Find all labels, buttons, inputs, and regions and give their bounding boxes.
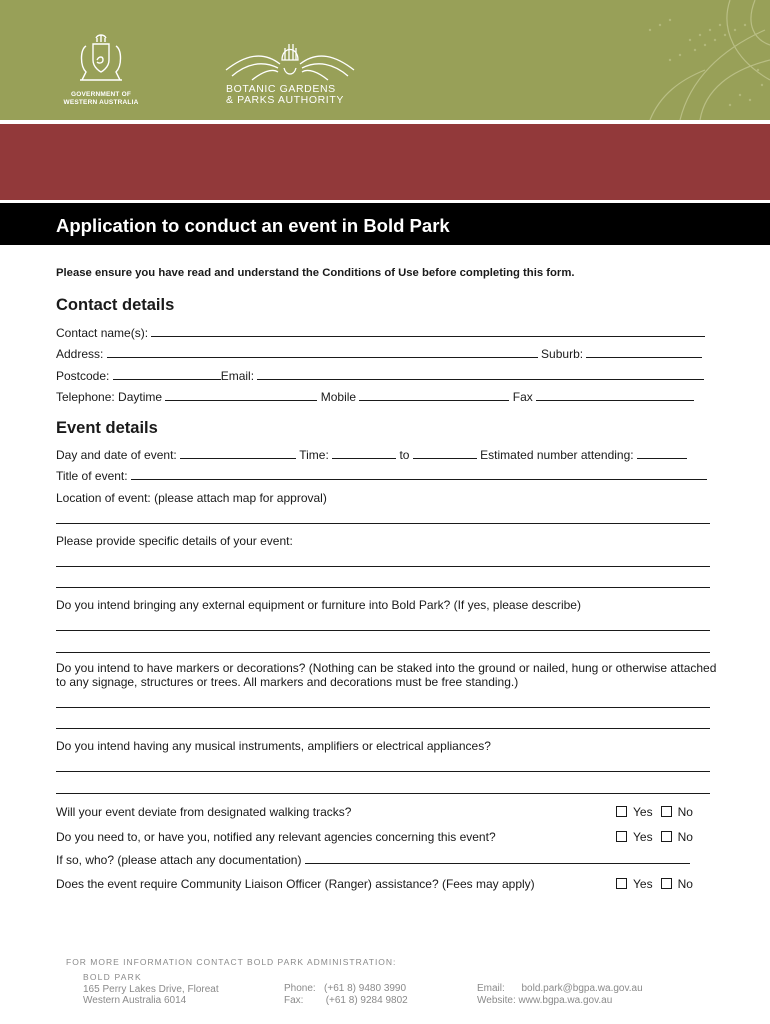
- deviate-no-checkbox[interactable]: [661, 806, 672, 817]
- ranger-yes-checkbox[interactable]: [616, 878, 627, 889]
- notified-no-checkbox[interactable]: [661, 831, 672, 842]
- coat-of-arms-icon: [66, 30, 136, 86]
- event-date-row: [56, 448, 687, 462]
- equipment-field-line-1[interactable]: [56, 630, 710, 631]
- postcode-field[interactable]: [113, 369, 221, 380]
- deviate-yes-label: Yes: [633, 805, 653, 819]
- if-so-label: If so, who? (please attach any documentation): [56, 853, 302, 867]
- event-title-label: Title of event:: [56, 469, 128, 483]
- footer-address: [83, 972, 219, 1007]
- contact-names-label: Contact name(s):: [56, 326, 149, 340]
- notified-yes-label: Yes: [633, 830, 653, 844]
- intro-text: Please ensure you have read and understand the Conditions of Use before completing this form.: [56, 267, 575, 279]
- ranger-options: [616, 877, 693, 891]
- deviate-label: Will your event deviate from designated walking tracks?: [56, 805, 352, 819]
- notified-yes-checkbox[interactable]: [616, 831, 627, 842]
- notified-label: Do you need to, or have you, notified any relevant agencies concerning this event?: [56, 830, 496, 844]
- markers-field-line-1[interactable]: [56, 707, 710, 708]
- deviate-yes-checkbox[interactable]: [616, 806, 627, 817]
- notified-no-label: No: [677, 830, 693, 844]
- footer-phone-label: Phone:: [284, 983, 316, 994]
- leaf-pattern-icon: [530, 0, 770, 120]
- notified-options: [616, 830, 693, 844]
- location-label: Location of event: (please attach map for approval): [56, 491, 327, 505]
- day-date-label: Day and date of event:: [56, 448, 177, 462]
- deviate-options: [616, 805, 693, 819]
- address-label: Address:: [56, 347, 104, 361]
- ranger-label: Does the event require Community Liaison Officer (Ranger) assistance? (Fees may apply): [56, 877, 535, 891]
- ranger-no-label: No: [677, 877, 693, 891]
- botanic-emblem-icon: [222, 38, 358, 84]
- postcode-label: Postcode:: [56, 369, 110, 383]
- government-logo: [56, 30, 146, 110]
- event-details-heading: Event details: [56, 419, 158, 437]
- address-field[interactable]: [107, 347, 538, 358]
- footer-phone: (+61 8) 9480 3990: [324, 983, 407, 994]
- header-red-band: [0, 124, 770, 200]
- telephone-row: [56, 390, 694, 404]
- footer-phone-fax: [284, 983, 408, 1006]
- bgpa-logo-line1: BOTANIC GARDENS: [226, 83, 336, 95]
- footer-website-label: Website:: [477, 994, 516, 1006]
- footer-website-link[interactable]: www.bgpa.wa.gov.au: [518, 994, 613, 1006]
- suburb-field[interactable]: [586, 347, 702, 358]
- markers-field-line-2[interactable]: [56, 728, 710, 729]
- music-label: Do you intend having any musical instruments, amplifiers or electrical appliances?: [56, 739, 491, 753]
- details-label: Please provide specific details of your event:: [56, 534, 293, 548]
- event-title-row: [56, 469, 707, 483]
- header-banner: [0, 0, 770, 120]
- equipment-field-line-2[interactable]: [56, 652, 710, 653]
- if-so-row: [56, 853, 690, 867]
- contact-names-field[interactable]: [151, 326, 705, 337]
- time-end-field[interactable]: [413, 448, 477, 459]
- postcode-email-row: [56, 369, 704, 383]
- music-field-line-1[interactable]: [56, 771, 710, 772]
- footer-email-label: Email:: [477, 983, 505, 994]
- bgpa-logo: [222, 38, 362, 110]
- fax-label: Fax: [512, 390, 533, 404]
- equipment-label: Do you intend bringing any external equipment or furniture into Bold Park? (If yes, please describe): [56, 598, 581, 612]
- markers-label: Do you intend to have markers or decorations? (Nothing can be staked into the ground or nailed, hung or otherwise attached to any signage, structures or trees. All markers and decorations must be free standing.): [56, 661, 717, 689]
- telephone-daytime-field[interactable]: [165, 390, 317, 401]
- music-field-line-2[interactable]: [56, 793, 710, 794]
- estimated-attending-field[interactable]: [637, 448, 687, 459]
- footer-email-link[interactable]: bold.park@bgpa.wa.gov.au: [521, 983, 643, 994]
- time-label: Time:: [299, 448, 329, 462]
- mobile-field[interactable]: [359, 390, 509, 401]
- footer-address-line1: 165 Perry Lakes Drive, Floreat: [83, 983, 219, 995]
- suburb-label: Suburb:: [541, 347, 584, 361]
- ranger-no-checkbox[interactable]: [661, 878, 672, 889]
- footer-fax-label: Fax:: [284, 994, 304, 1006]
- footer-org: BOLD PARK: [83, 972, 142, 982]
- time-start-field[interactable]: [332, 448, 396, 459]
- mobile-label: Mobile: [320, 390, 357, 404]
- fax-field[interactable]: [536, 390, 694, 401]
- if-so-field[interactable]: [305, 853, 690, 864]
- bgpa-logo-line2: & PARKS AUTHORITY: [226, 94, 344, 106]
- footer-email-web: [477, 983, 643, 1006]
- ranger-yes-label: Yes: [633, 877, 653, 891]
- event-title-field[interactable]: [131, 469, 707, 480]
- footer-heading: FOR MORE INFORMATION CONTACT BOLD PARK ADMINISTRATION:: [66, 957, 397, 967]
- telephone-daytime-label: Telephone: Daytime: [56, 390, 163, 404]
- location-field[interactable]: [56, 523, 710, 524]
- estimated-attending-label: Estimated number attending:: [480, 448, 634, 462]
- page-title: Application to conduct an event in Bold Park: [56, 215, 450, 236]
- deviate-no-label: No: [677, 805, 693, 819]
- time-to-label: to: [399, 448, 410, 462]
- contact-details-heading: Contact details: [56, 296, 175, 314]
- day-date-field[interactable]: [180, 448, 296, 459]
- details-field-line-1[interactable]: [56, 566, 710, 567]
- address-row: [56, 347, 702, 361]
- email-field[interactable]: [257, 369, 704, 380]
- contact-names-row: [56, 326, 705, 340]
- footer-address-line2: Western Australia 6014: [83, 995, 187, 1006]
- government-logo-line1: GOVERNMENT OF: [70, 91, 132, 98]
- email-label: Email:: [220, 369, 255, 383]
- title-bar: [0, 203, 770, 245]
- footer-fax: (+61 8) 9284 9802: [325, 994, 408, 1006]
- details-field-line-2[interactable]: [56, 587, 710, 588]
- government-logo-line2: WESTERN AUSTRALIA: [63, 99, 139, 106]
